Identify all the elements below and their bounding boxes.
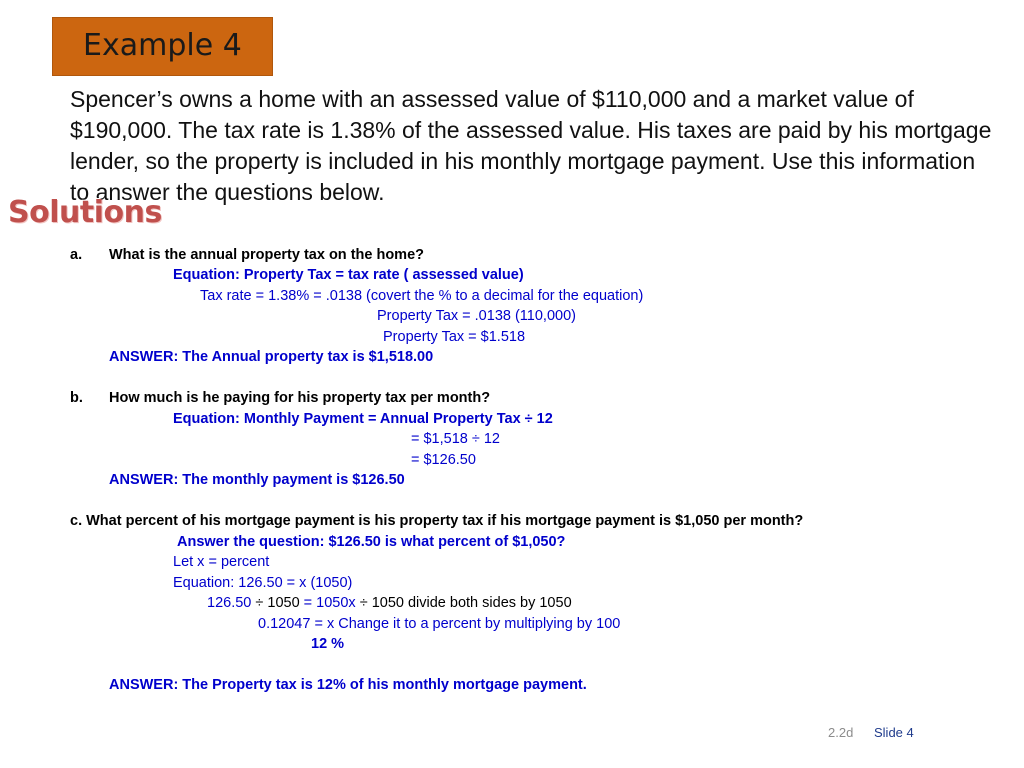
part-c-step1-note: ÷ 1050 divide both sides by 1050 bbox=[355, 595, 572, 611]
part-b-step1: = $1,518 ÷ 12 bbox=[411, 431, 500, 447]
part-a-step3: Property Tax = $1.518 bbox=[383, 329, 526, 345]
part-c-equation: Equation: 126.50 = x (1050) bbox=[173, 575, 353, 591]
part-b-equation: Equation: Monthly Payment = Annual Property Tax ÷ 12 bbox=[173, 411, 553, 427]
part-c-let: Let x = percent bbox=[173, 554, 270, 570]
part-a-answer: ANSWER: The Annual property tax is $1,518.00 bbox=[109, 349, 434, 365]
problem-statement: Spencer’s owns a home with an assessed value of $110,000 and a market value of $190,000. The tax rate is 1.38% of the assessed value. His taxes are paid by his mortgage lender, so the property is included in his monthly mortgage payment. Use this information to answer the questions below. bbox=[70, 86, 992, 205]
part-a-equation: Equation: Property Tax = tax rate ( assessed value) bbox=[173, 267, 524, 283]
part-c-result: 12 % bbox=[311, 636, 345, 652]
part-c-restate: Answer the question: $126.50 is what percent of $1,050? bbox=[177, 534, 566, 550]
slide-title: Example 4 bbox=[83, 28, 242, 63]
part-a-question: What is the annual property tax on the home? bbox=[109, 247, 424, 263]
part-a-marker: a. bbox=[70, 247, 83, 263]
part-b-marker: b. bbox=[70, 390, 83, 406]
solutions-heading: Solutions bbox=[8, 195, 162, 230]
footer-section: 2.2d bbox=[828, 725, 854, 740]
part-c-step1 bbox=[207, 594, 572, 612]
part-c-question: c. What percent of his mortgage payment is his property tax if his mortgage payment is $1,050 per month? bbox=[70, 513, 804, 529]
title-box bbox=[52, 17, 273, 76]
part-a-step1: Tax rate = 1.38% = .0138 (covert the % to a decimal for the equation) bbox=[200, 288, 644, 304]
part-c-step1-divisor: ÷ 1050 bbox=[251, 595, 304, 611]
part-b-answer: ANSWER: The monthly payment is $126.50 bbox=[109, 472, 405, 488]
part-c-step2: 0.12047 = x Change it to a percent by multiplying by 100 bbox=[258, 616, 621, 632]
footer-slide-number: Slide 4 bbox=[874, 725, 914, 740]
part-a-step2: Property Tax = .0138 (110,000) bbox=[377, 308, 576, 324]
part-c-answer: ANSWER: The Property tax is 12% of his monthly mortgage payment. bbox=[109, 677, 587, 693]
part-c-step1-lhs: 126.50 bbox=[207, 595, 252, 611]
part-b-question: How much is he paying for his property tax per month? bbox=[109, 390, 491, 406]
part-c-step1-rhs: = 1050x bbox=[303, 595, 356, 611]
part-b-step2: = $126.50 bbox=[411, 452, 476, 468]
